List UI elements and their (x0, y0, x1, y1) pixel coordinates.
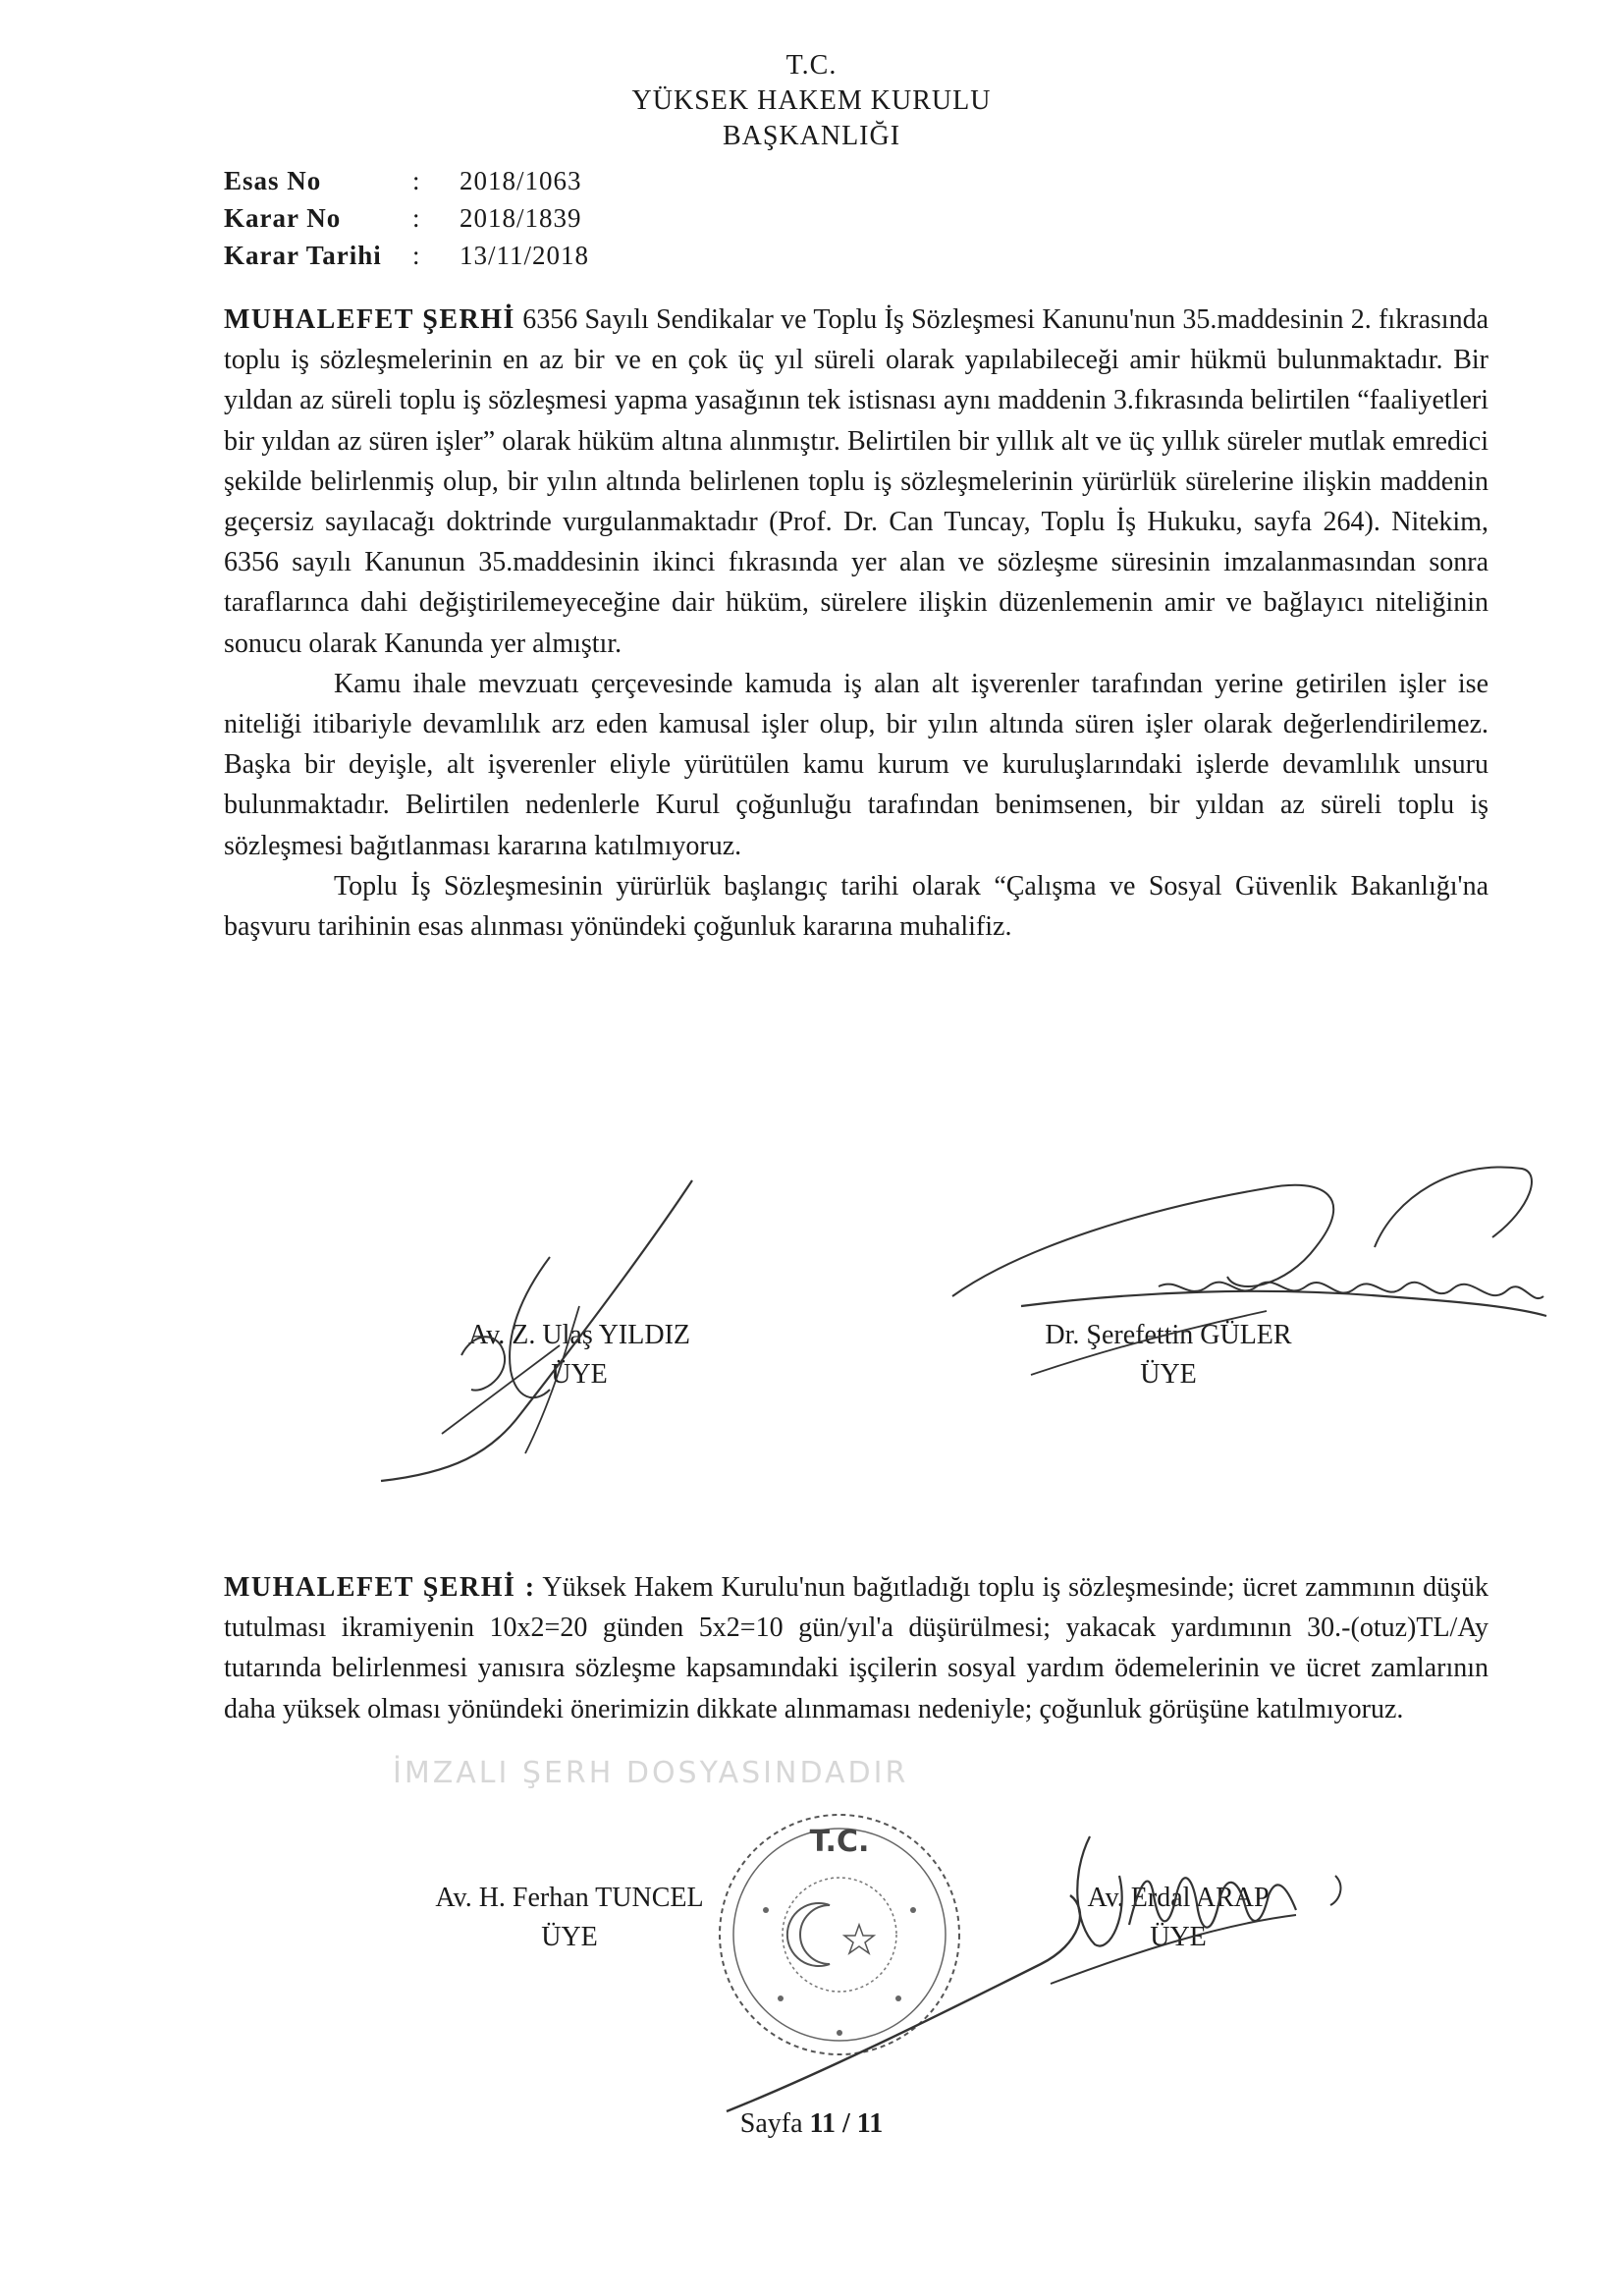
meta-colon: : (412, 203, 420, 233)
meta-row-tarih (224, 237, 589, 274)
header-institution: YÜKSEK HAKEM KURULU (631, 85, 992, 116)
dissent-2-lead: MUHALEFET ŞERHİ : (224, 1572, 536, 1603)
page-label: Sayfa (739, 2108, 803, 2139)
header-presidency: BAŞKANLIĞI (722, 121, 901, 151)
signatory-role: ÜYE (551, 1359, 608, 1390)
dissent-opinion-2 (224, 1567, 1488, 1729)
signatory-role: ÜYE (1140, 1359, 1197, 1390)
meta-value: 2018/1063 (460, 166, 582, 195)
signatory-role: ÜYE (541, 1922, 598, 1952)
dissent-1-paragraph-1 (224, 300, 1488, 664)
signatory-name: Dr. Şerefettin GÜLER (1045, 1320, 1292, 1350)
signatory-name: Av. Erdal ARAP (1087, 1883, 1270, 1913)
meta-row-esas (224, 162, 589, 199)
dissent-1-paragraph-2: Kamu ihale mevzuatı çerçevesinde kamuda iş alan alt işverenler tarafından yerine getirilen işler ise niteliği itibariyle devamlılık arz eden kamusal işler olup, bir yılın altında süren işler olarak değerlendirilemez. Başka bir deyişle, alt işverenler eliyle yürütülen kamu kurum ve kuruluşlarındaki işlerde devamlılık unsuru bulunmaktadır. Belirtilen nedenlerle Kurul çoğunluğu tarafından benimsenen, bir yıldan az süreli toplu iş sözleşmesi bağıtlanması kararına katılmıyoruz. (224, 668, 1488, 861)
header-tc: T.C. (785, 50, 838, 81)
signatory-name: Av. Z. Ulaş YILDIZ (467, 1320, 690, 1350)
meta-row-karar (224, 199, 589, 237)
meta-value: 2018/1839 (460, 203, 582, 233)
dissent-2-paragraph-1 (224, 1567, 1488, 1729)
page-number: 11 / 11 (809, 2108, 884, 2139)
dissent-opinion-1 (224, 300, 1488, 947)
seal-text: T.C. (809, 1825, 870, 1859)
handwritten-signature-stamp (707, 1817, 1355, 2131)
page-footer (0, 2108, 1623, 2140)
signatory-role: ÜYE (1150, 1922, 1207, 1952)
dissent-1-lead: MUHALEFET ŞERHİ (224, 304, 515, 335)
case-metadata (224, 162, 589, 274)
handwritten-signature-right (943, 1129, 1551, 1394)
dissent-2-text: Yüksek Hakem Kurulu'nun bağıtladığı toplu iş sözleşmesinde; ücret zammının düşük tutulması ikramiyenin 10x2=20 günden 5x2=10 gün/yıl'a düşürülmesi; yakacak yardımının 30.-(otuz)TL/Ay tutarında belirlenmesi yanısıra sözleşme kapsamındaki işçilerin sosyal yardım ödemelerinin ve ücret zamlarının daha yüksek olması yönündeki önerimizin dikkate alınmaması nedeniyle; çoğunluk görüşüne katılmıyoruz. (224, 1572, 1488, 1724)
meta-label: Esas No (224, 166, 322, 195)
handwritten-signature-left (353, 1159, 707, 1493)
meta-label: Karar No (224, 203, 342, 233)
meta-value: 13/11/2018 (460, 241, 590, 270)
dissent-1-text: 6356 Sayılı Sendikalar ve Toplu İş Sözleşmesi Kanunu'nun 35.maddesinin 2. fıkrasında toplu iş sözleşmelerinin en az bir ve en çok üç yıl süreli olarak yapılabileceği amir hükmü bulunmaktadır. Bir yıldan az süreli toplu iş sözleşmesi yapma yasağının tek istisnası aynı maddenin 3.fıkrasında belirtilen “faaliyetleri bir yıldan az süren işler” olarak hüküm altına alınmıştır. Belirtilen bir yıllık alt ve üç yıllık süreler mutlak emredici şekilde belirlenmiş olup, bir yılın altında belirlenen toplu iş sözleşmelerinin yürürlük sürelerine ilişkin maddenin geçersiz sayılacağı doktrinde vurgulanmaktadır (Prof. Dr. Can Tuncay, Toplu İş Hukuku, sayfa 264). Nitekim, 6356 sayılı Kanunun 35.maddesinin ikinci fıkrasında yer alan ve sözleşme süresinin imzalanmasından sonra taraflarınca dahi değiştirilemeyeceğine dair hüküm, sürelere ilişkin düzenlemenin amir ve bağlayıcı niteliğinin sonucu olarak Kanunda yer almıştır. (224, 304, 1489, 659)
meta-colon: : (412, 166, 420, 195)
dissent-1-paragraph-3: Toplu İş Sözleşmesinin yürürlük başlangıç tarihi olarak “Çalışma ve Sosyal Güvenlik Bakanlığı'na başvuru tarihinin esas alınması yönündeki çoğunluk kararına muhalifiz. (224, 870, 1488, 943)
meta-label: Karar Tarihi (224, 241, 382, 270)
signatory-left-2 (412, 1879, 727, 1957)
signatory-name: Av. H. Ferhan TUNCEL (435, 1883, 704, 1913)
meta-colon: : (412, 241, 420, 270)
faint-stamp-text: İMZALI ŞERH DOSYASINDADIR (393, 1756, 909, 1790)
